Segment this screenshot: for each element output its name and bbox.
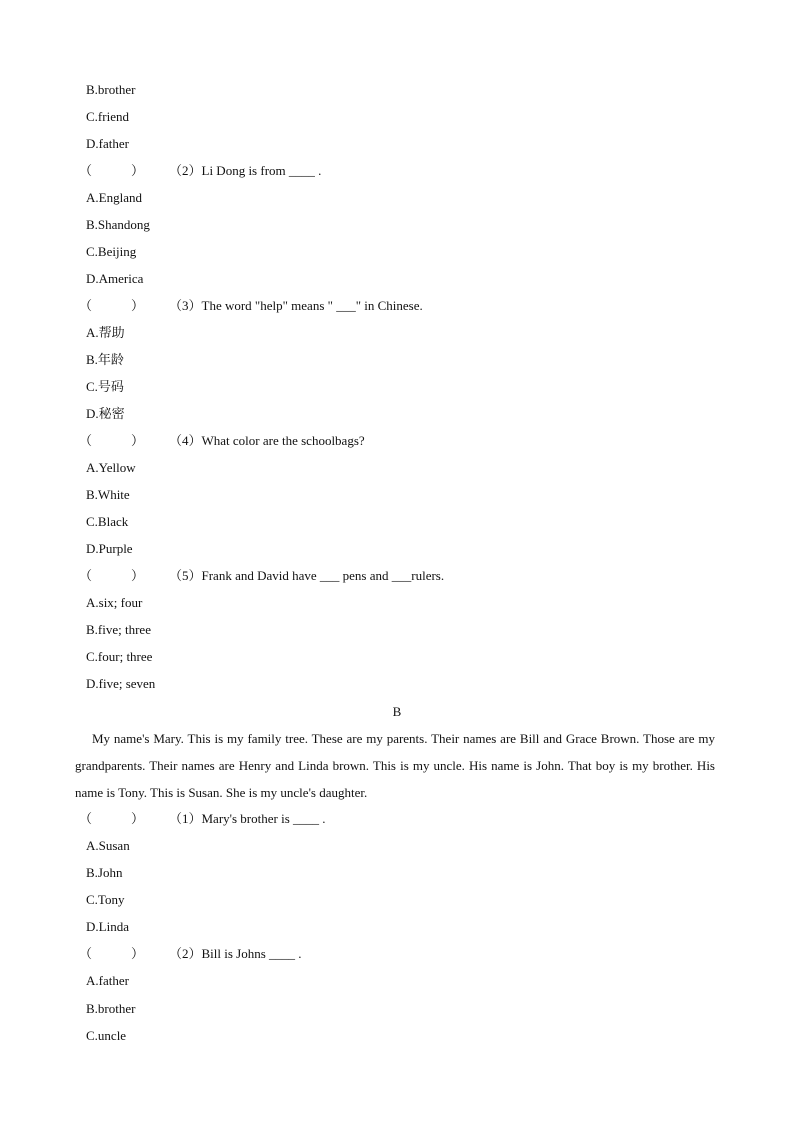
b-q1-option-d: D.Linda bbox=[86, 919, 129, 934]
answer-blank: （ ） bbox=[79, 568, 145, 583]
a-q2-option-d: D.America bbox=[86, 271, 144, 286]
b-q2-option-c: C.uncle bbox=[86, 1028, 127, 1043]
section-b-passage: My name's Mary. This is my family tree. These are my parents. Their names are Bill and Grace Brown. Those are my grandparents. Their names are Henry and Linda brown. This is my uncle. His name is John. That boy is my brother. His name is Tony. This is Susan. She is my uncle's daughter. bbox=[75, 731, 715, 800]
a-q2-option-c: C.Beijing bbox=[86, 244, 137, 259]
a-q5-option-d: D.five; seven bbox=[86, 676, 156, 691]
question-text: （2）Li Dong is from ____ . bbox=[169, 163, 322, 178]
a-q5-option-b: B.five; three bbox=[86, 622, 151, 637]
a-q3-option-a: A.帮助 bbox=[86, 325, 125, 340]
a-q2-option-b: B.Shandong bbox=[86, 217, 150, 232]
a-q5-option-a: A.six; four bbox=[86, 595, 143, 610]
b-q1-question bbox=[79, 805, 326, 832]
a-q3-question bbox=[79, 292, 423, 319]
question-text: （2）Bill is Johns ____ . bbox=[169, 946, 302, 961]
question-text: （1）Mary's brother is ____ . bbox=[169, 811, 326, 826]
a-q2-question bbox=[79, 157, 321, 184]
b-q1-option-c: C.Tony bbox=[86, 892, 125, 907]
answer-blank: （ ） bbox=[79, 811, 145, 826]
a-q1-option-d: D.father bbox=[86, 136, 129, 151]
a-q1-option-c: C.friend bbox=[86, 109, 129, 124]
a-q4-option-c: C.Black bbox=[86, 514, 129, 529]
b-q2-question bbox=[79, 940, 302, 967]
question-text: （3）The word "help" means " ___" in Chinese. bbox=[169, 298, 423, 313]
answer-blank: （ ） bbox=[79, 298, 145, 313]
b-q2-option-b: B.brother bbox=[86, 1001, 136, 1016]
question-text: （4）What color are the schoolbags? bbox=[169, 433, 365, 448]
a-q3-option-b: B.年龄 bbox=[86, 352, 124, 367]
a-q4-question bbox=[79, 427, 365, 454]
a-q1-option-b: B.brother bbox=[86, 82, 136, 97]
b-q2-option-a: A.father bbox=[86, 973, 129, 988]
a-q5-question bbox=[79, 562, 444, 589]
answer-blank: （ ） bbox=[79, 946, 145, 961]
b-q1-option-a: A.Susan bbox=[86, 838, 130, 853]
section-b-heading: B bbox=[392, 704, 402, 719]
a-q3-option-d: D.秘密 bbox=[86, 406, 125, 421]
a-q4-option-d: D.Purple bbox=[86, 541, 133, 556]
b-q1-option-b: B.John bbox=[86, 865, 123, 880]
a-q5-option-c: C.four; three bbox=[86, 649, 153, 664]
a-q2-option-a: A.England bbox=[86, 190, 142, 205]
a-q4-option-b: B.White bbox=[86, 487, 130, 502]
question-text: （5）Frank and David have ___ pens and ___rulers. bbox=[169, 568, 445, 583]
a-q3-option-c: C.号码 bbox=[86, 379, 124, 394]
answer-blank: （ ） bbox=[79, 163, 145, 178]
answer-blank: （ ） bbox=[79, 433, 145, 448]
a-q4-option-a: A.Yellow bbox=[86, 460, 136, 475]
